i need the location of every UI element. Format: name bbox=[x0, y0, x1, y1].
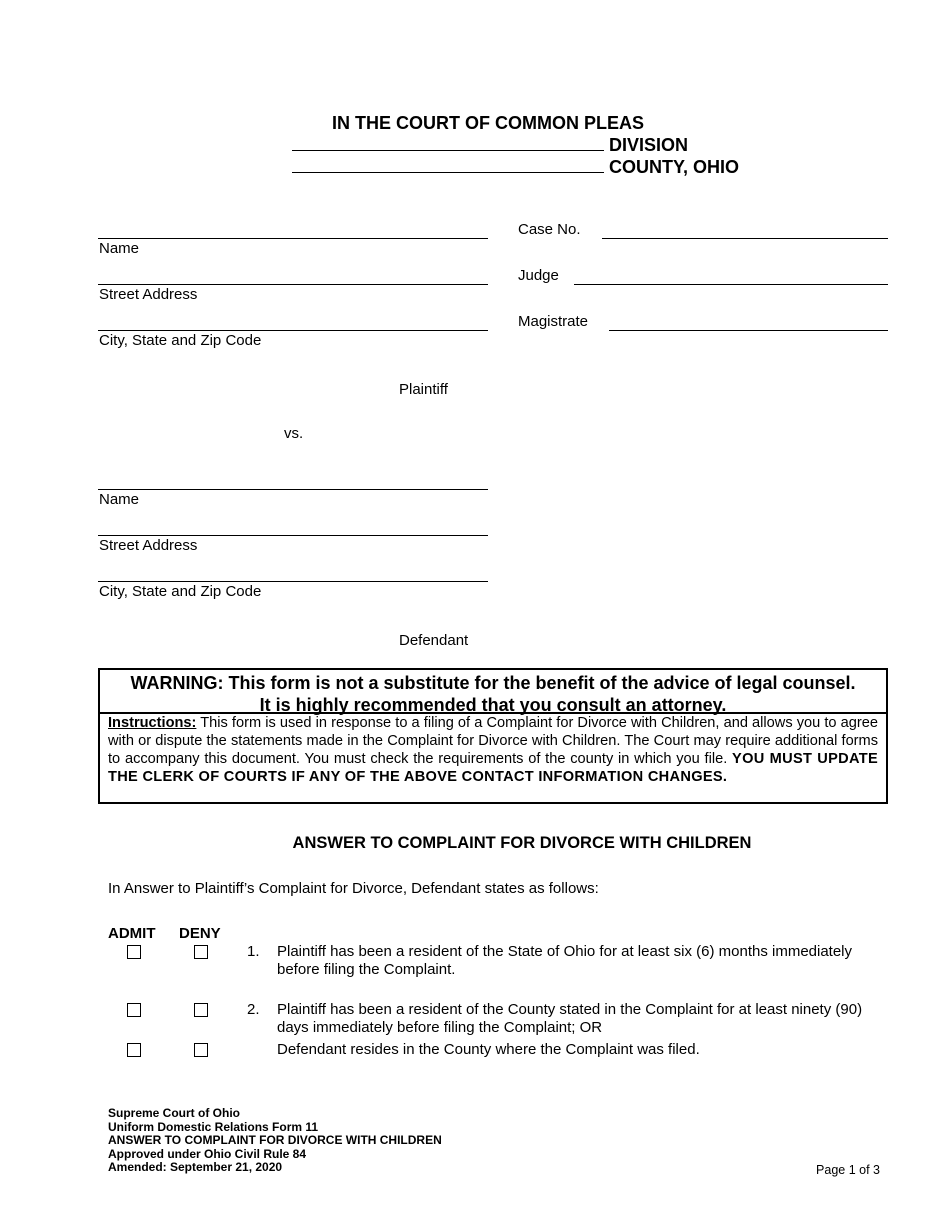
footer-line-2: Uniform Domestic Relations Form 11 bbox=[108, 1119, 319, 1134]
item-1-text: Plaintiff has been a resident of the State of Ohio for at least six (6) months immediately before filing the Complaint. bbox=[277, 943, 853, 978]
form-title: ANSWER TO COMPLAINT FOR DIVORCE WITH CHILDREN bbox=[292, 834, 752, 852]
warning-heading bbox=[100, 670, 886, 714]
item-2-deny-checkbox[interactable] bbox=[194, 1003, 208, 1017]
judge-label: Judge bbox=[518, 267, 559, 284]
defendant-role-label: Defendant bbox=[399, 632, 469, 649]
county-blank[interactable] bbox=[292, 155, 604, 173]
item-2b-text: Defendant resides in the County where the Complaint was filed. bbox=[277, 1041, 700, 1058]
instructions bbox=[100, 714, 886, 786]
defendant-street-label: Street Address bbox=[99, 537, 198, 554]
plaintiff-city-field[interactable] bbox=[98, 330, 488, 331]
defendant-street-field[interactable] bbox=[98, 535, 488, 536]
plaintiff-street-label: Street Address bbox=[99, 286, 198, 303]
county-label: COUNTY, OHIO bbox=[609, 157, 740, 177]
item-2b-admit-checkbox[interactable] bbox=[127, 1043, 141, 1057]
page-number: Page 1 of 3 bbox=[816, 1163, 880, 1177]
magistrate-label: Magistrate bbox=[518, 313, 589, 330]
item-2-number: 2. bbox=[247, 1001, 260, 1018]
division-line bbox=[292, 133, 688, 156]
magistrate-field[interactable] bbox=[609, 330, 888, 331]
item-1-number: 1. bbox=[247, 943, 260, 960]
footer-line-3: ANSWER TO COMPLAINT FOR DIVORCE WITH CHILDREN bbox=[108, 1133, 442, 1147]
plaintiff-street-field[interactable] bbox=[98, 284, 488, 285]
division-label: DIVISION bbox=[609, 135, 689, 155]
footer-line-1: Supreme Court of Ohio bbox=[108, 1106, 240, 1120]
plaintiff-name-field[interactable] bbox=[98, 238, 488, 239]
intro-text: In Answer to Plaintiff’s Complaint for Divorce, Defendant states as follows: bbox=[108, 880, 599, 897]
defendant-city-field[interactable] bbox=[98, 581, 488, 582]
footer bbox=[108, 1107, 442, 1175]
item-2b-deny-checkbox[interactable] bbox=[194, 1043, 208, 1057]
county-line bbox=[292, 155, 739, 178]
court-title: IN THE COURT OF COMMON PLEAS bbox=[332, 113, 644, 133]
defendant-name-field[interactable] bbox=[98, 489, 488, 490]
warning-line-2: It is highly recommended that you consult an attorney. bbox=[259, 695, 727, 715]
admit-heading: ADMIT bbox=[108, 925, 156, 942]
instructions-text: This form is used in response to a filing of a Complaint for Divorce with Children, and allows you to agree with or dispute the statements made in the Complaint for Divorce with Children. The Court may require additional forms to accompany this document. You must check the requirements of the county in which you file. bbox=[108, 715, 878, 767]
item-2-text: Plaintiff has been a resident of the County stated in the Complaint for at least ninety (90) days immediately before filing the Complaint; OR bbox=[277, 1001, 863, 1036]
item-1-deny-checkbox[interactable] bbox=[194, 945, 208, 959]
item-1-admit-checkbox[interactable] bbox=[127, 945, 141, 959]
defendant-name-label: Name bbox=[99, 491, 140, 508]
plaintiff-name-label: Name bbox=[99, 240, 140, 257]
case-no-field[interactable] bbox=[602, 238, 888, 239]
deny-heading: DENY bbox=[179, 925, 221, 942]
plaintiff-city-label: City, State and Zip Code bbox=[99, 332, 262, 349]
division-blank[interactable] bbox=[292, 133, 604, 151]
warning-line-1: WARNING: This form is not a substitute for the benefit of the advice of legal counsel. bbox=[130, 673, 856, 693]
item-2-admit-checkbox[interactable] bbox=[127, 1003, 141, 1017]
plaintiff-role-label: Plaintiff bbox=[399, 381, 448, 398]
judge-field[interactable] bbox=[574, 284, 888, 285]
case-no-label: Case No. bbox=[518, 221, 581, 238]
footer-line-4: Approved under Ohio Civil Rule 84 bbox=[108, 1146, 307, 1161]
instructions-bold: YOU MUST UPDATE THE CLERK OF COURTS IF ANY OF THE ABOVE CONTACT INFORMATION CHANGES. bbox=[108, 751, 878, 785]
versus-label: vs. bbox=[284, 425, 304, 442]
defendant-city-label: City, State and Zip Code bbox=[99, 583, 262, 600]
footer-line-5: Amended: September 21, 2020 bbox=[108, 1160, 283, 1174]
instructions-label: Instructions: bbox=[108, 715, 197, 731]
warning-box bbox=[98, 668, 888, 804]
